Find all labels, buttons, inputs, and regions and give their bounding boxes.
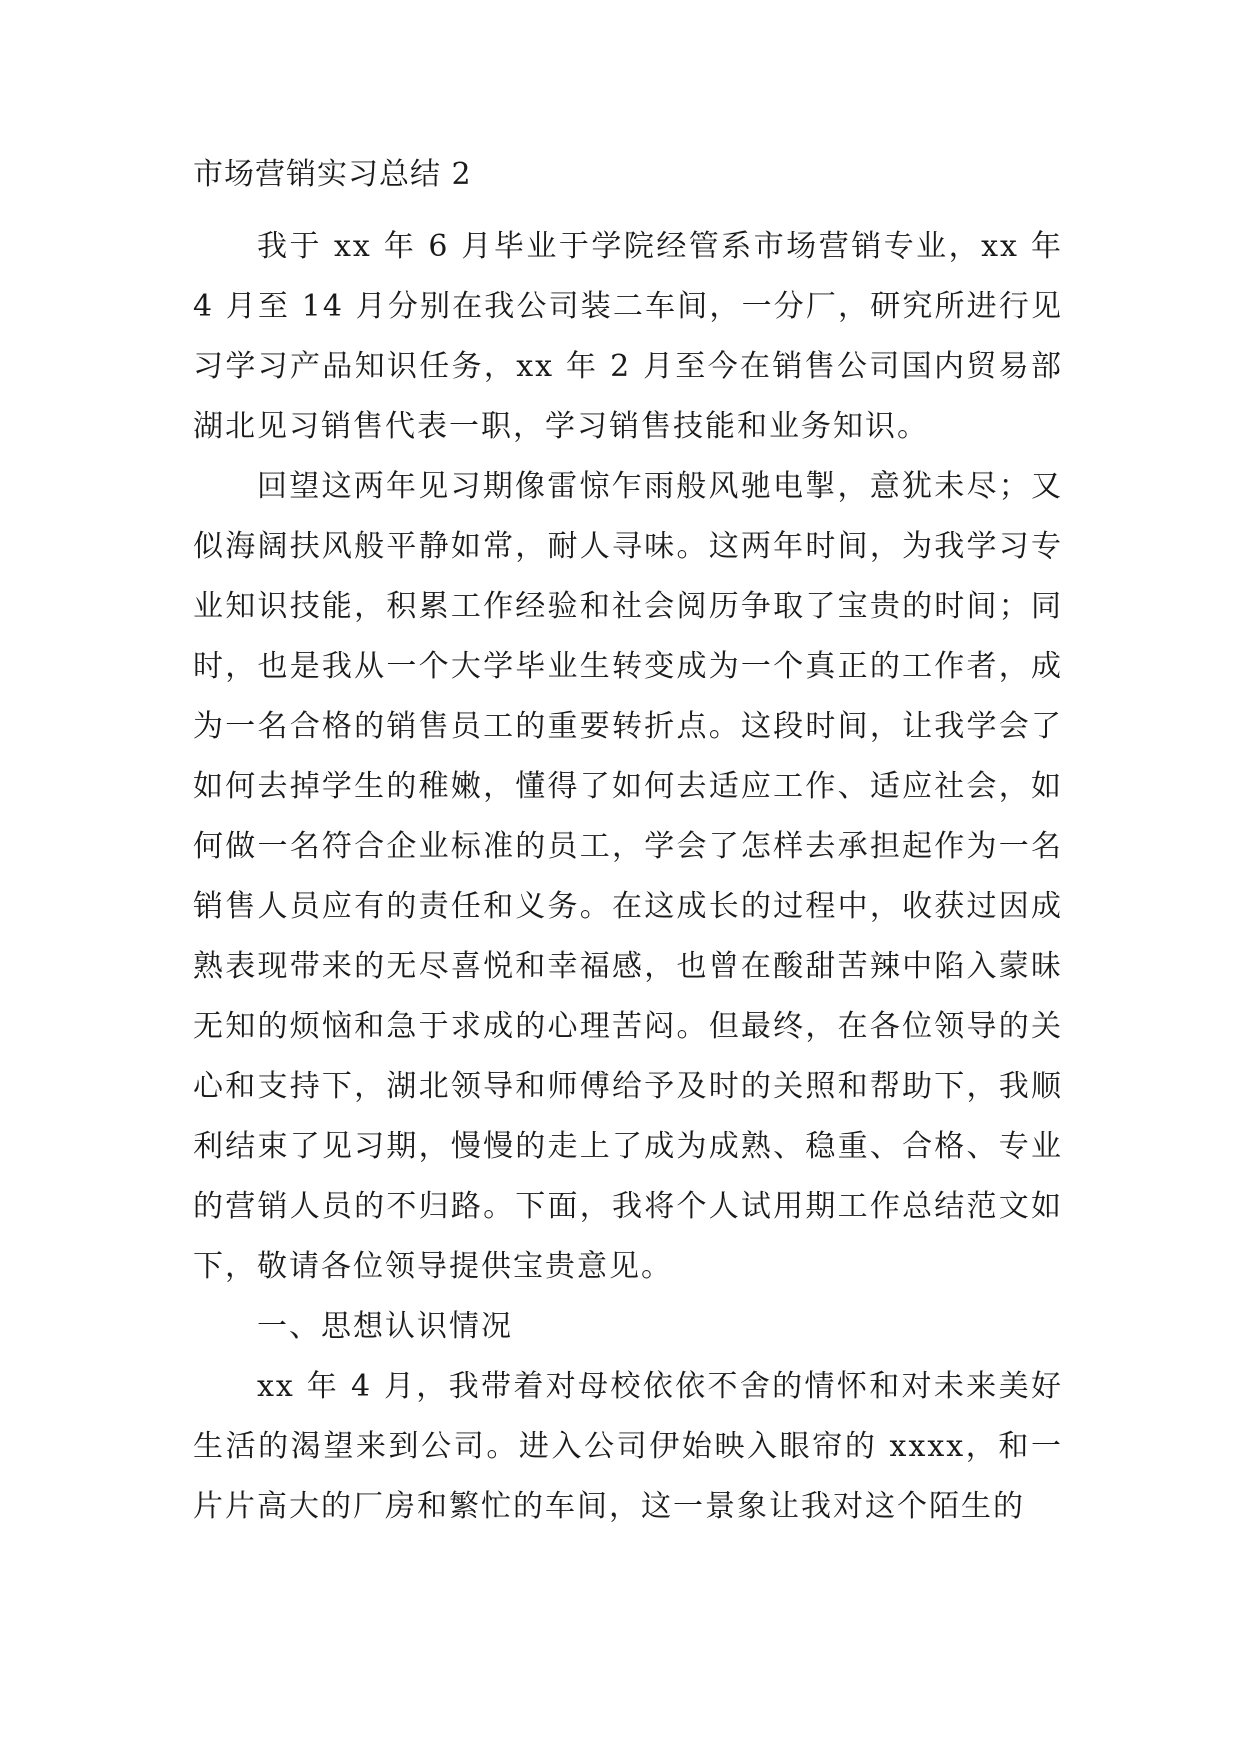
document-title: 市场营销实习总结 2 [193,157,472,192]
paragraph-intro: 我于 xx 年 6 月毕业于学院经管系市场营销专业，xx 年 4 月至 14 月分别在我公司装二车间，一分厂，研究所进行见习学习产品知识任务，xx 年 2 月至今在销售公司国内贸易部湖北见习销售代表一职，学习销售技能和业务知识。 [193,229,1063,444]
document-body [193,155,1063,1537]
paragraph-reflection: 回望这两年见习期像雷惊乍雨般风驰电掣，意犹未尽；又似海阔扶风般平静如常，耐人寻味。这两年时间，为我学习专业知识技能，积累工作经验和社会阅历争取了宝贵的时间；同时，也是我从一个大学毕业生转变成为一个真正的工作者，成为一名合格的销售员工的重要转折点。这段时间，让我学会了如何去掉学生的稚嫩，懂得了如何去适应工作、适应社会，如何做一名符合企业标准的员工，学会了怎样去承担起作为一名销售人员应有的责任和义务。在这成长的过程中，收获过因成熟表现带来的无尽喜悦和幸福感，也曾在酸甜苦辣中陷入蒙昧无知的烦恼和急于求成的心理苦闷。但最终，在各位领导的关心和支持下，湖北领导和师傅给予及时的关照和帮助下，我顺利结束了见习期，慢慢的走上了成为成熟、稳重、合格、专业的营销人员的不归路。下面，我将个人试用期工作总结范文如下，敬请各位领导提供宝贵意见。 [193,469,1063,1284]
section-heading: 一、思想认识情况 [257,1309,513,1344]
paragraph-section-text: xx 年 4 月，我带着对母校依依不舍的情怀和对未来美好生活的渴望来到公司。进入公司伊始映入眼帘的 xxxx，和一片片高大的厂房和繁忙的车间，这一景象让我对这个陌生的 [193,1369,1063,1524]
